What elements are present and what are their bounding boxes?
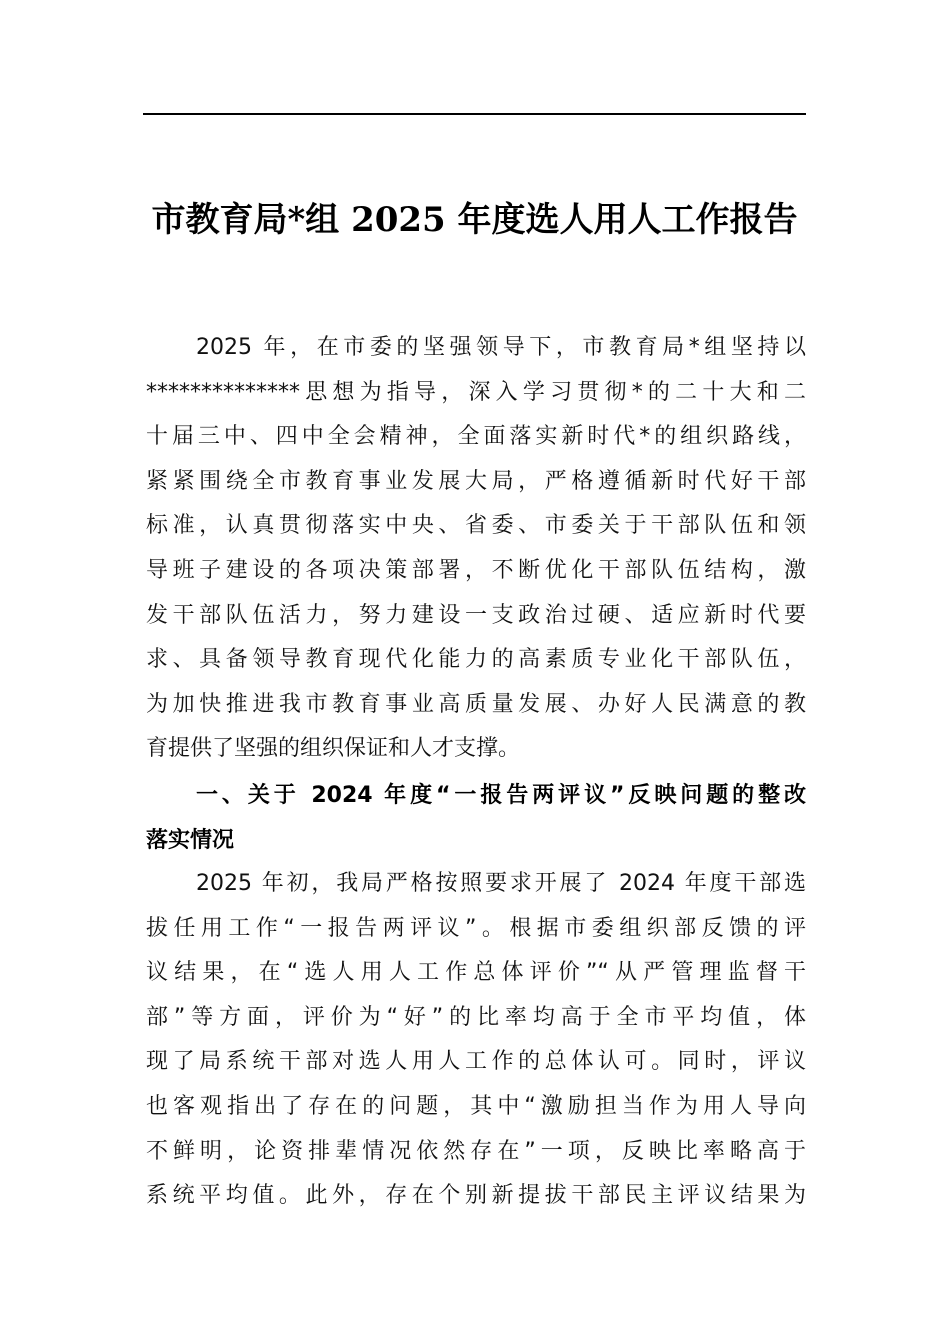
- intro-line: 求、具备领导教育现代化能力的高素质专业化干部队伍，: [146, 647, 806, 673]
- section-1-paragraph: [146, 862, 806, 1219]
- paragraph-line: 系统平均值。此外，存在个别新提拔干部民主评议结果为: [146, 1183, 806, 1209]
- intro-line: 导班子建设的各项决策部署，不断优化干部队伍结构，激: [146, 557, 806, 583]
- intro-line: 2025 年，在市委的坚强领导下，市教育局*组坚持以: [196, 335, 806, 360]
- intro-line: 紧紧围绕全市教育事业发展大局，严格遵循新时代好干部: [146, 468, 806, 494]
- paragraph-line: 现了局系统干部对选人用人工作的总体认可。同时，评议: [146, 1049, 806, 1075]
- intro-paragraph: [146, 326, 806, 772]
- header-rule-divider: [143, 113, 806, 115]
- paragraph-line: 也客观指出了存在的问题，其中“激励担当作为用人导向: [146, 1093, 806, 1119]
- intro-line: 发干部队伍活力，努力建设一支政治过硬、适应新时代要: [146, 602, 806, 628]
- intro-line: 标准，认真贯彻落实中央、省委、市委关于干部队伍和领: [146, 513, 806, 539]
- intro-line: 育提供了坚强的组织保证和人才支撑。: [146, 736, 521, 762]
- paragraph-line: 部”等方面，评价为“好”的比率均高于全市平均值，体: [146, 1004, 806, 1030]
- section-heading-line: 落实情况: [146, 827, 235, 853]
- paragraph-line: 2025 年初，我局严格按照要求开展了 2024 年度干部选: [196, 871, 806, 896]
- document-title: 市教育局*组 2025 年度选人用人工作报告: [151, 200, 798, 240]
- paragraph-line: 不鲜明，论资排辈情况依然存在”一项，反映比率略高于: [146, 1138, 806, 1164]
- section-1-heading: [146, 774, 806, 863]
- intro-line: 十届三中、四中全会精神，全面落实新时代*的组织路线，: [146, 424, 806, 450]
- intro-line: 为加快推进我市教育事业高质量发展、办好人民满意的教: [146, 691, 806, 717]
- intro-line: **************思想为指导，深入学习贯彻*的二十大和二: [146, 379, 806, 405]
- section-heading-line: 一、关于 2024 年度“一报告两评议”反映问题的整改: [196, 783, 806, 808]
- paragraph-line: 议结果，在“选人用人工作总体评价”“从严管理监督干: [146, 960, 806, 986]
- paragraph-line: 拔任用工作“一报告两评议”。根据市委组织部反馈的评: [146, 915, 806, 941]
